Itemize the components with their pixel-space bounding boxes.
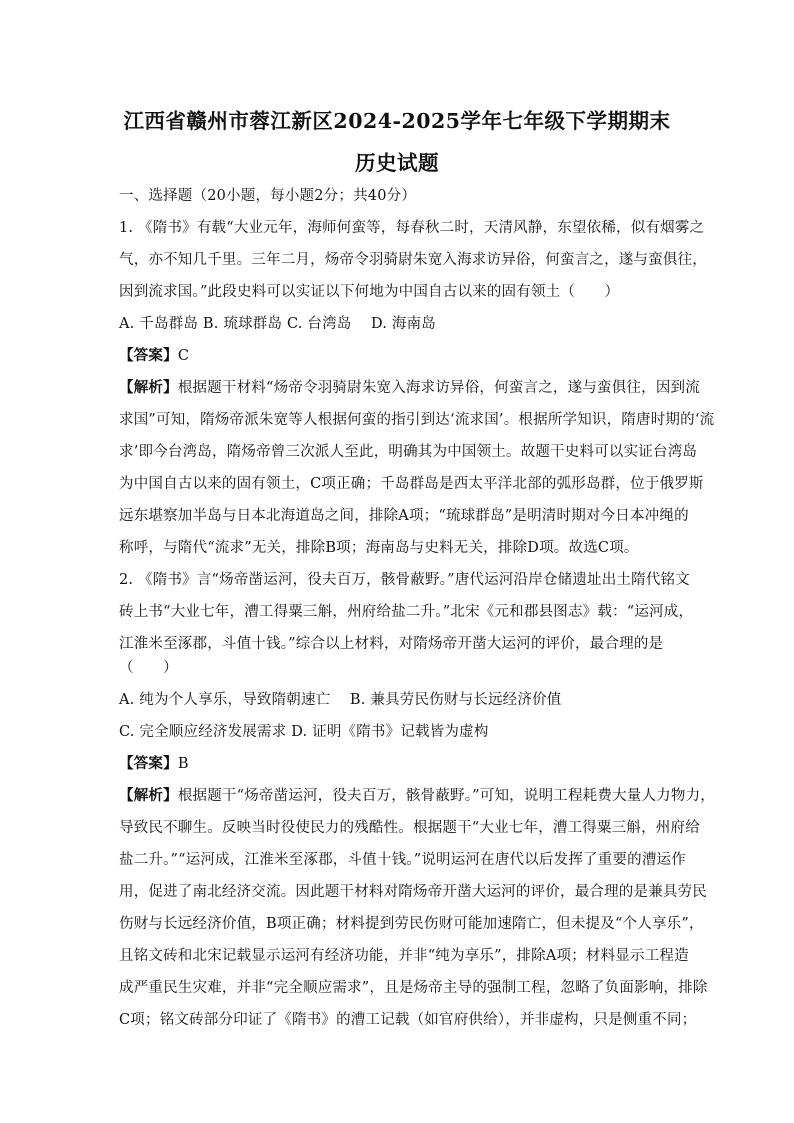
q1-analysis-line: 称呼，与隋代“流求”无关，排除B项；海南岛与史料无关，排除D项。故选C项。: [119, 540, 639, 556]
document-subtitle: 历史试题: [355, 151, 439, 175]
answer-label: 【答案】: [119, 347, 178, 364]
q2-answer: [119, 755, 689, 773]
q2-options-line: A. 纯为个人享乐，导致隋朝速亡 B. 兼具劳民伤财与长远经济价值: [119, 692, 562, 708]
q1-analysis-line: 远东堪察加半岛与日本北海道岛之间，排除A项；“琉球群岛”是明清时期对今日本冲绳的: [119, 508, 689, 524]
q2-analysis-line: 伤财与长远经济价值，B项正确；材料提到劳民伤财可能加速隋亡，但未提及“个人享乐”，: [119, 916, 704, 932]
q2-analysis: [119, 787, 715, 805]
q2-analysis-line: 导致民不聊生。反映当时役使民力的残酷性。根据题干“大业七年，漕工得粟三斛，州府给: [119, 820, 700, 836]
q1-analysis-line: 为中国自古以来的固有领土，C项正确；千岛群岛是西太平洋北部的弧形岛群，位于俄罗斯: [119, 476, 704, 492]
q1-answer: [119, 347, 689, 365]
section-heading: 一、选择题（20小题，每小题2分；共40分）: [119, 188, 417, 204]
analysis-label: 【解析】: [119, 379, 178, 396]
q2-analysis-line: 成严重民生灾难，并非“完全顺应需求”，且是炀帝主导的强制工程，忽略了负面影响，排除: [119, 980, 708, 996]
q2-options-line: C. 完全顺应经济发展需求 D. 证明《隋书》记载皆为虚构: [119, 724, 489, 740]
q2-stem-line: 砖上书“大业七年，漕工得粟三斛，州府给盐二升。”北宋《元和郡县图志》载：“运河成，: [119, 604, 694, 620]
q1-analysis-line: 求国”可知，隋炀帝派朱宽等人根据何蛮的指引到达‘流求国’。根据所学知识，隋唐时期的‘流: [119, 412, 715, 428]
analysis-text: 根据题干“炀帝凿运河，役夫百万，骸骨蔽野。”可知，说明工程耗费大量人力物力，: [177, 788, 715, 804]
answer-value: B: [177, 756, 189, 772]
answer-label: 【答案】: [119, 755, 178, 772]
q2-stem-line: 2. 《隋书》言“炀帝凿运河，役夫百万，骸骨蔽野。”唐代运河沿岸仓储遗址出土隋代铭文: [119, 572, 690, 588]
q1-stem-line: 气，亦不知几千里。三年二月，炀帝令羽骑尉朱宽入海求访异俗，何蛮言之，遂与蛮俱往，: [119, 252, 707, 268]
q2-analysis-line: C项；铭文砖部分印证了《隋书》的漕工记载（如官府供给），并非虚构，只是侧重不同；: [119, 1012, 697, 1028]
q1-analysis-line: 求’即今台湾岛，隋炀帝曾三次派人至此，明确其为中国领土。故题干史料可以实证台湾岛: [119, 444, 698, 460]
q2-analysis-line: 用，促进了南北经济交流。因此题干材料对隋炀帝开凿大运河的评价，最合理的是兼具劳民: [119, 884, 707, 900]
answer-value: C: [177, 348, 190, 364]
q1-analysis: [119, 379, 700, 397]
analysis-label: 【解析】: [119, 787, 178, 804]
document-title: 江西省赣州市蓉江新区2024-2025学年七年级下学期期末: [123, 109, 671, 133]
analysis-text: 根据题干材料“炀帝令羽骑尉朱宽入海求访异俗，何蛮言之，遂与蛮俱往，因到流: [177, 380, 700, 396]
q2-stem-line: 江淮米至涿郡，斗值十钱。”综合以上材料，对隋炀帝开凿大运河的评价，最合理的是: [119, 636, 664, 652]
q2-analysis-line: 盐二升。”“运河成，江淮米至涿郡，斗值十钱。”说明运河在唐代以后发挥了重要的漕运作: [119, 852, 686, 868]
q1-stem-line: 1. 《隋书》有载“大业元年，海师何蛮等，每春秋二时，天清风静，东望依稀，似有烟雾之: [119, 220, 705, 236]
q1-options: A. 千岛群岛 B. 琉球群岛 C. 台湾岛 D. 海南岛: [119, 316, 437, 332]
q1-stem-line: 因到流求国。”此段史料可以实证以下何地为中国自古以来的固有领土（ ）: [119, 284, 620, 300]
q2-analysis-line: 且铭文砖和北宋记载显示运河有经济功能，并非“纯为享乐”，排除A项；材料显示工程造: [119, 948, 689, 964]
q2-stem-line: （ ）: [119, 660, 178, 676]
